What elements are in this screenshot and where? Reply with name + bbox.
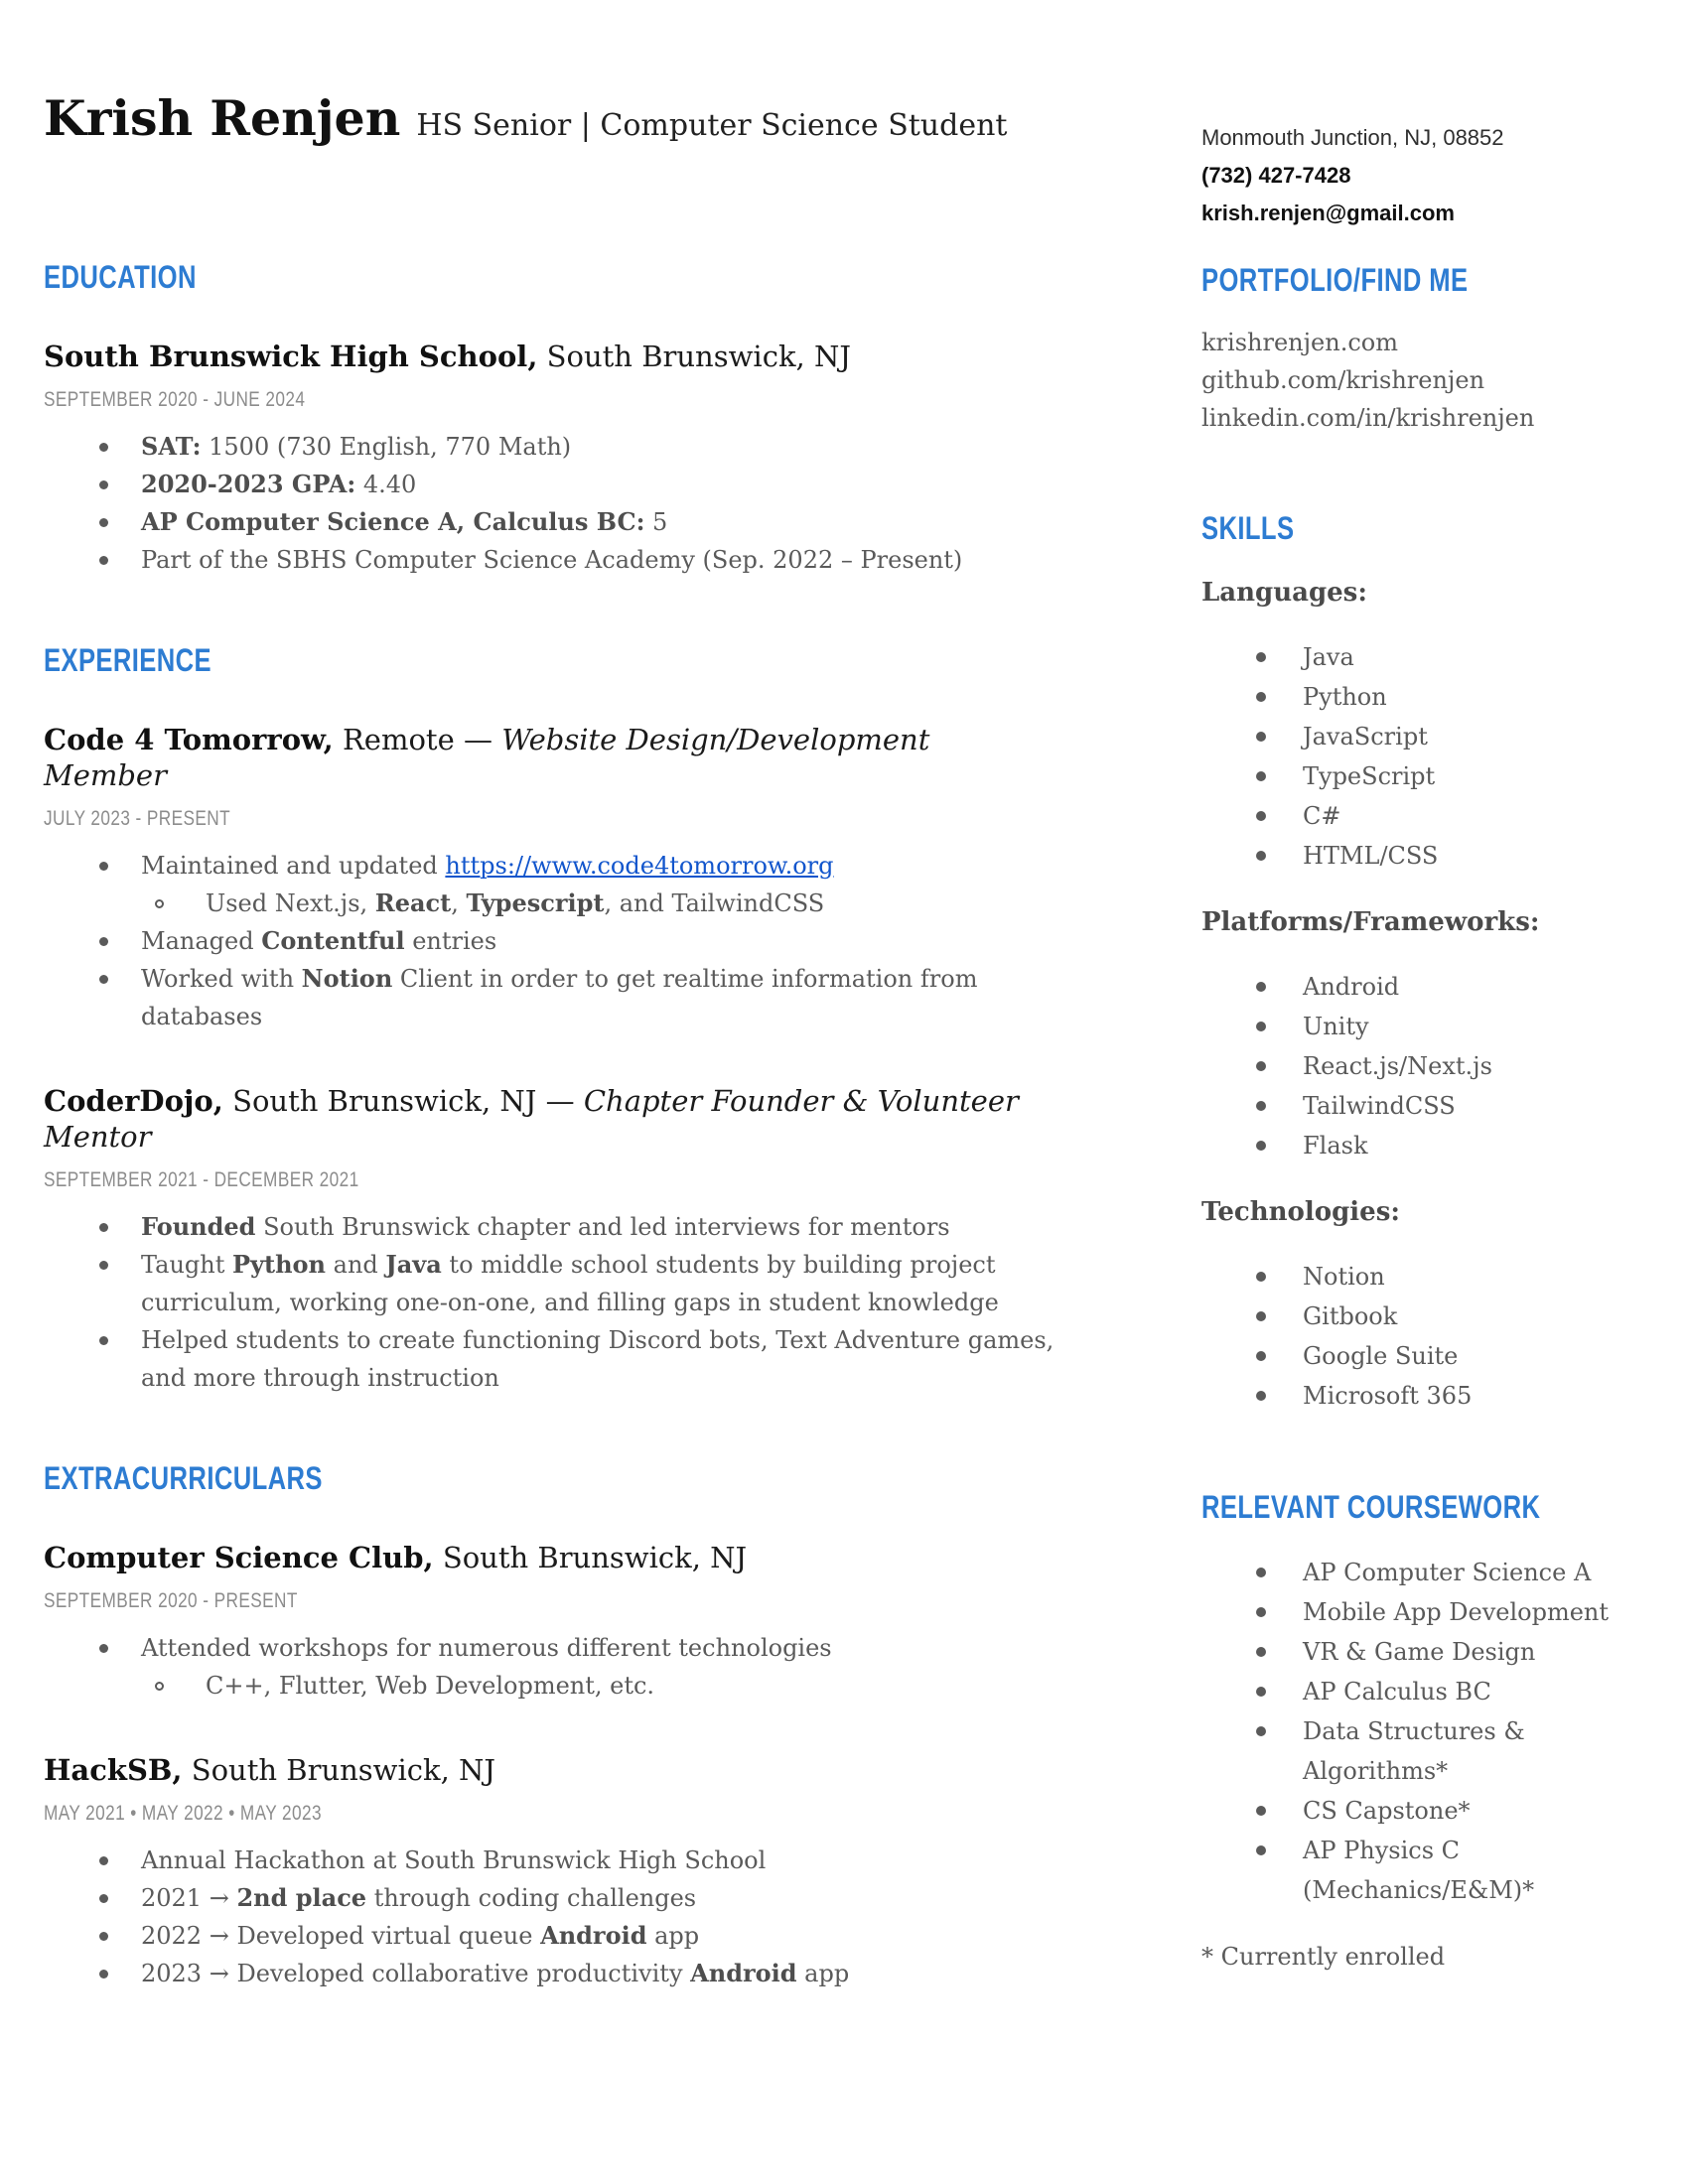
bullet-item bbox=[44, 1917, 1056, 1955]
entry-heading bbox=[44, 339, 1056, 374]
bullet-dot-icon bbox=[1256, 1607, 1266, 1617]
entry-date: SEPTEMBER 2020 - JUNE 2024 bbox=[44, 387, 306, 411]
bullet-item bbox=[1201, 836, 1618, 876]
section-skills bbox=[1201, 510, 1618, 1416]
bullet-text bbox=[164, 1667, 1056, 1705]
entry-date-row bbox=[44, 793, 1056, 831]
text-segment: Remote — bbox=[333, 722, 502, 756]
section-extracurriculars bbox=[44, 1460, 1056, 1992]
bullet-dot-icon bbox=[99, 556, 108, 565]
bullet-text: C# bbox=[1303, 802, 1341, 830]
bullet-dot-icon bbox=[99, 862, 108, 871]
bullet-item bbox=[1201, 1592, 1618, 1632]
text-segment: 2020-2023 GPA: bbox=[141, 469, 356, 498]
text-segment: Part of the SBHS Computer Science Academy (Sep. 2022 – Present) bbox=[141, 545, 963, 574]
bullet-dot-icon bbox=[1256, 652, 1266, 662]
bullet-dot-icon bbox=[1256, 1726, 1266, 1736]
bullet-item bbox=[44, 428, 1056, 466]
bullet-item bbox=[1201, 1086, 1618, 1126]
text-segment: entries bbox=[404, 926, 497, 955]
bullet-item bbox=[1201, 1632, 1618, 1672]
bullet-dot-icon bbox=[1256, 1391, 1266, 1401]
resume-entry bbox=[44, 339, 1056, 579]
bullet-dot-icon bbox=[1256, 811, 1266, 821]
bullet-list bbox=[1201, 967, 1618, 1165]
coursework-footnote: * Currently enrolled bbox=[1201, 1943, 1446, 1971]
bullet-item bbox=[44, 1955, 1056, 1992]
bullet-item bbox=[1201, 1376, 1618, 1416]
bullet-item bbox=[44, 503, 1056, 541]
bullet-text bbox=[108, 1917, 1056, 1955]
bullet-dot-icon bbox=[1256, 1806, 1266, 1816]
bullet-dot-icon bbox=[1256, 1687, 1266, 1697]
bullet-dot-icon bbox=[1256, 1022, 1266, 1031]
bullet-text: Python bbox=[1303, 683, 1387, 711]
entry-date: SEPTEMBER 2021 - DECEMBER 2021 bbox=[44, 1167, 359, 1191]
right-column bbox=[1201, 262, 1618, 1974]
bullet-list bbox=[44, 1208, 1056, 1397]
bullet-item bbox=[1201, 1046, 1618, 1086]
bullet-item bbox=[1201, 1126, 1618, 1165]
text-segment: Attended workshops for numerous different technologies bbox=[141, 1633, 832, 1662]
bullet-text: Gitbook bbox=[1303, 1302, 1398, 1330]
bullet-item bbox=[1201, 1257, 1618, 1297]
entry-heading bbox=[44, 1540, 1056, 1575]
bullet-text bbox=[108, 922, 1056, 960]
bullet-item bbox=[1201, 1007, 1618, 1046]
section-title-education: EDUCATION bbox=[44, 258, 197, 295]
bullet-list bbox=[44, 428, 1056, 579]
bullet-dot-icon bbox=[1256, 1568, 1266, 1577]
text-segment: Android bbox=[540, 1920, 647, 1950]
bullet-item bbox=[44, 960, 1056, 1035]
left-column bbox=[44, 259, 1056, 1992]
bullet-text bbox=[108, 1208, 1056, 1246]
bullet-dot-icon bbox=[1256, 1647, 1266, 1657]
text-segment: Taught bbox=[141, 1250, 233, 1279]
bullet-dot-icon bbox=[99, 1856, 108, 1865]
bullet-dot-icon bbox=[99, 1336, 108, 1345]
bullet-dot-icon bbox=[1256, 1272, 1266, 1282]
text-segment: 5 bbox=[644, 507, 668, 536]
bullet-text: Java bbox=[1303, 643, 1354, 671]
text-segment: 2023 → Developed collaborative productivity bbox=[141, 1959, 691, 1987]
section-title-extracurriculars: EXTRACURRICULARS bbox=[44, 1459, 323, 1496]
portfolio-line: linkedin.com/in/krishrenjen bbox=[1201, 404, 1535, 432]
bullet-dot-icon bbox=[1256, 1351, 1266, 1361]
bullet-text: AP Calculus BC bbox=[1303, 1678, 1491, 1706]
portfolio-line: krishrenjen.com bbox=[1201, 329, 1398, 356]
person-tagline: HS Senior | Computer Science Student bbox=[416, 108, 1008, 143]
text-segment: South Brunswick, NJ bbox=[537, 339, 851, 373]
text-segment: HackSB, bbox=[44, 1752, 183, 1787]
bullet-text bbox=[108, 541, 1056, 579]
sub-bullet-circle-icon bbox=[155, 1682, 164, 1691]
entry-date-row bbox=[44, 374, 1056, 412]
resume-entry bbox=[44, 1752, 1056, 1992]
skill-group-label: Technologies: bbox=[1201, 1197, 1400, 1227]
bullet-list bbox=[44, 1629, 1056, 1705]
bullet-text: HTML/CSS bbox=[1303, 842, 1439, 870]
bullet-dot-icon bbox=[99, 1644, 108, 1653]
bullet-item bbox=[44, 1879, 1056, 1917]
bullet-text: AP Computer Science A bbox=[1303, 1559, 1592, 1586]
text-segment: South Brunswick, NJ bbox=[182, 1752, 496, 1787]
text-segment: Contentful bbox=[261, 925, 405, 955]
bullet-item bbox=[44, 541, 1056, 579]
entry-date: JULY 2023 - PRESENT bbox=[44, 806, 231, 830]
header bbox=[0, 89, 1688, 225]
entry-date: MAY 2021 • MAY 2022 • MAY 2023 bbox=[44, 1801, 322, 1825]
bullet-text bbox=[108, 1955, 1056, 1992]
text-segment: Android bbox=[690, 1958, 797, 1987]
bullet-item bbox=[44, 1208, 1056, 1246]
text-segment: South Brunswick, NJ bbox=[433, 1540, 748, 1574]
section-title-experience: EXPERIENCE bbox=[44, 641, 212, 678]
bullet-text bbox=[108, 1321, 1056, 1397]
bullet-text bbox=[108, 847, 1056, 885]
entry-date-row bbox=[44, 1575, 1056, 1613]
text-segment: 1500 (730 English, 770 Math) bbox=[201, 432, 572, 461]
bullet-text: Microsoft 365 bbox=[1303, 1382, 1473, 1410]
bullet-item bbox=[1201, 717, 1618, 756]
bullet-dot-icon bbox=[99, 443, 108, 452]
bullet-list bbox=[44, 847, 1056, 1035]
text-segment: , bbox=[451, 888, 467, 917]
bullet-text: TailwindCSS bbox=[1303, 1092, 1456, 1120]
bullet-text bbox=[108, 428, 1056, 466]
bullet-item bbox=[1201, 1553, 1618, 1592]
person-name: Krish Renjen bbox=[44, 89, 401, 147]
text-segment: Helped students to create functioning Discord bots, Text Adventure games, and more through instruction bbox=[141, 1325, 1055, 1392]
bullet-text: CS Capstone* bbox=[1303, 1797, 1471, 1825]
bullet-text bbox=[108, 1842, 1056, 1879]
bullet-text: Unity bbox=[1303, 1013, 1369, 1040]
bullet-dot-icon bbox=[99, 1932, 108, 1941]
contact-phone: (732) 427-7428 bbox=[1201, 163, 1351, 188]
text-segment: AP Computer Science A, Calculus BC: bbox=[141, 506, 645, 536]
bullet-item bbox=[44, 1321, 1056, 1397]
entry-heading bbox=[44, 722, 1056, 793]
sub-bullet-circle-icon bbox=[155, 899, 164, 908]
bullet-item bbox=[1201, 1672, 1618, 1711]
bullet-text bbox=[108, 466, 1056, 503]
text-segment: CoderDojo, bbox=[44, 1083, 223, 1118]
bullet-list bbox=[1201, 637, 1618, 876]
bullet-dot-icon bbox=[99, 1223, 108, 1232]
section-relevant-coursework bbox=[1201, 1489, 1618, 1974]
entry-heading bbox=[44, 1752, 1056, 1788]
text-segment: Chapter Founder & Volunteer Mentor bbox=[44, 1083, 1019, 1154]
text-segment: Founded bbox=[141, 1211, 256, 1241]
text-segment: South Brunswick High School, bbox=[44, 339, 538, 373]
bullet-text: Data Structures & Algorithms* bbox=[1303, 1717, 1525, 1785]
bullet-dot-icon bbox=[99, 937, 108, 946]
bullet-item bbox=[44, 1629, 1056, 1667]
bullet-text: Google Suite bbox=[1303, 1342, 1459, 1370]
text-segment: app bbox=[796, 1959, 850, 1987]
bullet-text bbox=[108, 1246, 1056, 1321]
bullet-item bbox=[1201, 1711, 1618, 1791]
bullet-item bbox=[44, 847, 1056, 885]
resume-entry bbox=[44, 722, 1056, 1035]
bullet-text: AP Physics C (Mechanics/E&M)* bbox=[1303, 1837, 1535, 1904]
text-segment: Annual Hackathon at South Brunswick High School bbox=[141, 1845, 767, 1874]
bullet-text: Mobile App Development bbox=[1303, 1598, 1610, 1626]
bullet-text: JavaScript bbox=[1303, 723, 1428, 751]
skill-group-label: Platforms/Frameworks: bbox=[1201, 907, 1540, 937]
entry-date-row bbox=[44, 1155, 1056, 1192]
bullet-dot-icon bbox=[99, 1894, 108, 1903]
bullet-item bbox=[1201, 637, 1618, 677]
bullet-dot-icon bbox=[1256, 1311, 1266, 1321]
bullet-item bbox=[1201, 1297, 1618, 1336]
text-segment: 2022 → Developed virtual queue bbox=[141, 1921, 541, 1950]
bullet-dot-icon bbox=[1256, 1141, 1266, 1151]
section-title-portfolio-find-me: PORTFOLIO/FIND ME bbox=[1201, 262, 1469, 298]
entry-date-row bbox=[44, 1788, 1056, 1826]
bullet-dot-icon bbox=[99, 975, 108, 984]
text-segment: Used Next.js, bbox=[206, 888, 375, 917]
bullet-dot-icon bbox=[99, 1970, 108, 1979]
section-title-relevant-coursework: RELEVANT COURSEWORK bbox=[1201, 1489, 1541, 1525]
text-segment: Worked with bbox=[141, 964, 302, 993]
text-segment: and bbox=[326, 1250, 386, 1279]
text-segment: Code 4 Tomorrow, bbox=[44, 722, 334, 756]
text-segment: SAT: bbox=[141, 431, 202, 461]
bullet-text: Android bbox=[1303, 973, 1400, 1001]
bullet-item bbox=[1201, 677, 1618, 717]
text-segment: Client in order to get realtime information from databases bbox=[141, 964, 978, 1030]
bullet-dot-icon bbox=[1256, 1061, 1266, 1071]
text-segment: Notion bbox=[301, 963, 393, 993]
bullet-text bbox=[108, 1629, 1056, 1667]
text-segment: through coding challenges bbox=[366, 1883, 697, 1912]
text-segment: Managed bbox=[141, 926, 262, 955]
resume-entry bbox=[44, 1540, 1056, 1705]
contact-location: Monmouth Junction, NJ, 08852 bbox=[1201, 125, 1504, 150]
bullet-item bbox=[1201, 1791, 1618, 1831]
bullet-dot-icon bbox=[1256, 1101, 1266, 1111]
text-segment: 4.40 bbox=[355, 470, 417, 498]
bullet-dot-icon bbox=[99, 1261, 108, 1270]
bullet-item bbox=[1201, 796, 1618, 836]
text-segment: Python bbox=[232, 1249, 326, 1279]
text-segment: to middle school students by building project curriculum, working one-on-one, and filling gaps in student knowledge bbox=[141, 1250, 999, 1316]
portfolio-line: github.com/krishrenjen bbox=[1201, 366, 1485, 394]
section-education bbox=[44, 259, 1056, 579]
bullet-item bbox=[44, 885, 1056, 922]
bullet-text bbox=[108, 960, 1056, 1035]
entry-date: SEPTEMBER 2020 - PRESENT bbox=[44, 1588, 298, 1612]
text-segment: South Brunswick chapter and led interviews for mentors bbox=[255, 1212, 950, 1241]
bullet-item bbox=[1201, 967, 1618, 1007]
text-segment: Computer Science Club, bbox=[44, 1540, 434, 1574]
text-segment: Java bbox=[385, 1249, 442, 1279]
bullet-list bbox=[1201, 1257, 1618, 1416]
bullet-item bbox=[44, 1842, 1056, 1879]
bullet-text: Notion bbox=[1303, 1263, 1385, 1291]
bullet-item bbox=[1201, 756, 1618, 796]
text-segment: app bbox=[646, 1921, 700, 1950]
section-experience bbox=[44, 642, 1056, 1397]
text-segment: React bbox=[374, 887, 452, 917]
bullet-dot-icon bbox=[1256, 732, 1266, 742]
section-portfolio-find-me bbox=[1201, 262, 1618, 437]
bullet-dot-icon bbox=[1256, 982, 1266, 992]
bullet-text bbox=[108, 1879, 1056, 1917]
text-segment: Website Design/Development Member bbox=[44, 722, 930, 792]
contact-block bbox=[1201, 119, 1504, 232]
text-segment: 2nd place bbox=[236, 1882, 367, 1912]
bullet-item bbox=[44, 1246, 1056, 1321]
bullet-item bbox=[44, 922, 1056, 960]
bullet-item bbox=[44, 1667, 1056, 1705]
text-segment: South Brunswick, NJ — bbox=[222, 1083, 584, 1118]
bullet-dot-icon bbox=[99, 480, 108, 489]
bullet-dot-icon bbox=[1256, 1845, 1266, 1855]
bullet-list bbox=[44, 1842, 1056, 1992]
bullet-text: TypeScript bbox=[1303, 762, 1436, 790]
inline-link[interactable]: https://www.code4tomorrow.org bbox=[445, 851, 834, 880]
bullet-text: Flask bbox=[1303, 1132, 1368, 1160]
bullet-dot-icon bbox=[99, 518, 108, 527]
bullet-text bbox=[164, 885, 1056, 922]
text-segment: , and TailwindCSS bbox=[604, 888, 825, 917]
contact-email: krish.renjen@gmail.com bbox=[1201, 201, 1455, 225]
text-segment: 2021 → bbox=[141, 1883, 237, 1912]
bullet-text bbox=[108, 503, 1056, 541]
bullet-item bbox=[1201, 1336, 1618, 1376]
bullet-item bbox=[44, 466, 1056, 503]
text-segment: Maintained and updated bbox=[141, 851, 446, 880]
text-segment: Typescript bbox=[466, 887, 605, 917]
bullet-list bbox=[1201, 1553, 1618, 1910]
entry-heading bbox=[44, 1083, 1056, 1155]
bullet-text: VR & Game Design bbox=[1303, 1638, 1536, 1666]
resume-entry bbox=[44, 1083, 1056, 1397]
skill-group-label: Languages: bbox=[1201, 578, 1367, 608]
bullet-dot-icon bbox=[1256, 692, 1266, 702]
text-segment: C++, Flutter, Web Development, etc. bbox=[206, 1671, 655, 1700]
bullet-dot-icon bbox=[1256, 851, 1266, 861]
bullet-text: React.js/Next.js bbox=[1303, 1052, 1492, 1080]
bullet-item bbox=[1201, 1831, 1618, 1910]
bullet-dot-icon bbox=[1256, 771, 1266, 781]
section-title-skills: SKILLS bbox=[1201, 510, 1295, 546]
